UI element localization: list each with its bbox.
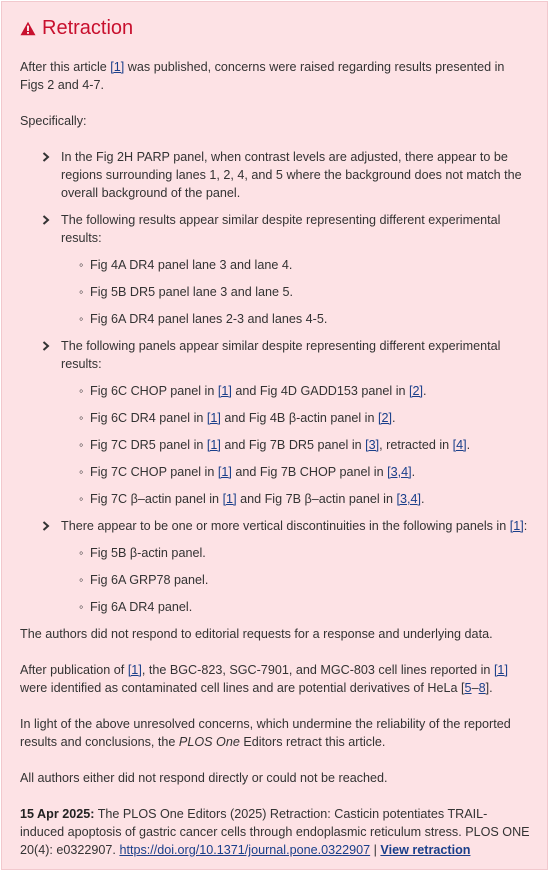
journal-name: PLOS One — [178, 735, 240, 749]
reference-link[interactable]: [2] — [377, 411, 392, 425]
reference-link[interactable]: [1] — [493, 663, 508, 677]
specifically-label: Specifically: — [20, 114, 87, 128]
paragraph-text: After publication of — [20, 663, 128, 677]
sub-item-text: and Fig 7B β–actin panel in — [236, 492, 397, 506]
sub-item-text: and Fig 4D GADD153 panel in — [231, 384, 410, 398]
sub-list — [61, 256, 530, 328]
notice-header — [20, 15, 133, 41]
reference-link[interactable]: [3,4] — [396, 492, 421, 506]
sub-list-item: ◦ Fig 6A DR4 panel. — [79, 600, 193, 614]
sub-list-item: ◦ Fig 7C β–actin panel in [1] and Fig 7B β–actin panel in [3,4]. — [79, 492, 425, 506]
paragraph-text: were identified as contaminated cell lines and are potential derivatives of HeLa [ — [20, 681, 465, 695]
concern-item — [20, 148, 530, 202]
sub-item-text: Fig 5B β-actin panel. — [90, 546, 206, 560]
sub-item-text: Fig 7C DR5 panel in — [90, 438, 207, 452]
intro-text-cont: was published, concerns were raised regarding results presented in Figs 2 and 4-7. — [20, 60, 505, 92]
sub-item-text: Fig 6A DR4 panel lanes 2-3 and lanes 4-5. — [90, 312, 328, 326]
reference-link[interactable]: [3] — [365, 438, 380, 452]
concern-text: The following panels appear similar despite representing different experimental results: — [61, 339, 501, 371]
paragraph-text: – — [471, 681, 479, 695]
reference-link[interactable]: [1] — [222, 492, 237, 506]
reference-link[interactable]: [1] — [206, 411, 221, 425]
view-retraction-link[interactable]: View retraction — [380, 843, 471, 857]
paragraph-text: In light of the above unresolved concerns, which undermine the reliability of the reported results and conclusions, the — [20, 717, 511, 749]
intro-text: After this article — [20, 60, 111, 74]
sub-item-text: . — [392, 411, 396, 425]
no-response-paragraph: The authors did not respond to editorial requests for a response and underlying data. — [20, 627, 493, 641]
concern-text: The following results appear similar despite representing different experimental results: — [61, 213, 501, 245]
reference-link[interactable]: [1] — [127, 663, 142, 677]
citation-footer — [20, 805, 530, 859]
reference-link[interactable]: [1] — [206, 438, 221, 452]
reference-link[interactable]: [1] — [509, 519, 524, 533]
sub-item-text: Fig 4A DR4 panel lane 3 and lane 4. — [90, 258, 293, 272]
sub-item-text: Fig 6C CHOP panel in — [90, 384, 218, 398]
reference-link[interactable]: [3,4] — [387, 465, 412, 479]
conclusion-paragraph — [20, 715, 530, 751]
sub-item-text: Fig 5B DR5 panel lane 3 and lane 5. — [90, 285, 294, 299]
reference-link-1[interactable]: [1] — [110, 60, 125, 74]
sub-item-text: . — [423, 384, 427, 398]
paragraph-text: ]. — [485, 681, 493, 695]
sub-list — [61, 382, 530, 508]
reference-link[interactable]: [2] — [409, 384, 424, 398]
reference-link[interactable]: 5 — [464, 681, 472, 695]
paragraph-text: Editors retract this article. — [239, 735, 386, 749]
reference-link[interactable]: [4] — [452, 438, 467, 452]
concern-item — [20, 211, 530, 328]
chevron-right-icon — [42, 521, 50, 531]
chevron-right-icon — [42, 341, 50, 351]
sub-item-text: Fig 6A GRP78 panel. — [90, 573, 209, 587]
sub-item-text: Fig 7C β–actin panel in — [90, 492, 223, 506]
retraction-notice — [1, 1, 548, 870]
sub-item-text: and Fig 7B CHOP panel in — [231, 465, 388, 479]
sub-item-text: . — [411, 465, 416, 479]
contamination-paragraph — [20, 661, 530, 697]
sub-list — [61, 544, 530, 616]
concern-item — [20, 517, 530, 616]
sub-item-text: . — [420, 492, 425, 506]
sub-list-item: ◦ Fig 6C CHOP panel in [1] and Fig 4D GADD153 panel in [2]. — [79, 384, 427, 398]
sub-item-text: and Fig 4B β-actin panel in — [220, 411, 378, 425]
sub-item-text: and Fig 7B DR5 panel in — [220, 438, 366, 452]
sub-list-item: ◦ Fig 7C CHOP panel in [1] and Fig 7B CHOP panel in [3,4]. — [79, 465, 416, 479]
chevron-right-icon — [42, 215, 50, 225]
notice-body — [20, 58, 530, 877]
sub-item-text: Fig 6A DR4 panel. — [90, 600, 193, 614]
sub-item-text: Fig 6C DR4 panel in — [90, 411, 207, 425]
sub-list-item: ◦ Fig 6A DR4 panel lanes 2-3 and lanes 4-5. — [79, 312, 328, 326]
unreached-paragraph: All authors either did not respond directly or could not be reached. — [20, 771, 388, 785]
sub-list-item: ◦ Fig 5B DR5 panel lane 3 and lane 5. — [79, 285, 294, 299]
sub-list-item: ◦ Fig 5B β-actin panel. — [79, 546, 206, 560]
concern-text: There appear to be one or more vertical discontinuities in the following panels in — [61, 519, 510, 533]
chevron-right-icon — [42, 152, 50, 162]
warning-triangle-icon — [20, 21, 36, 36]
citation-date: 15 Apr 2025: — [20, 807, 95, 821]
sub-item-text: Fig 7C CHOP panel in — [90, 465, 218, 479]
sub-list-item: ◦ Fig 6A GRP78 panel. — [79, 573, 209, 587]
paragraph-text: , the BGC-823, SGC-7901, and MGC-803 cell lines reported in — [141, 663, 494, 677]
notice-title: Retraction — [42, 17, 134, 39]
concerns-list — [20, 148, 530, 616]
sub-list-item: ◦ Fig 4A DR4 panel lane 3 and lane 4. — [79, 258, 293, 272]
separator: | — [370, 843, 381, 857]
reference-link[interactable]: [1] — [217, 465, 232, 479]
doi-link[interactable]: https://doi.org/10.1371/journal.pone.0322907 — [119, 843, 371, 857]
citation-text: The PLOS One Editors (2025) Retraction: Casticin potentiates TRAIL-induced apoptosis of gastric cancer cells through endoplasmic reticulum stress. PLOS ONE 20(4): e0322907. — [20, 807, 530, 857]
concern-text: : — [523, 519, 528, 533]
sub-item-text: . — [466, 438, 471, 452]
intro-paragraph — [20, 58, 530, 94]
sub-list-item: ◦ Fig 7C DR5 panel in [1] and Fig 7B DR5 panel in [3], retracted in [4]. — [79, 438, 471, 452]
reference-link[interactable]: 8 — [478, 681, 486, 695]
reference-link[interactable]: [1] — [217, 384, 232, 398]
sub-item-text: , retracted in — [379, 438, 453, 452]
concern-item — [20, 337, 530, 508]
concern-text: In the Fig 2H PARP panel, when contrast levels are adjusted, there appear to be regions surrounding lanes 1, 2, 4, and 5 where the background does not match the overall background of the panel. — [61, 150, 522, 200]
sub-list-item: ◦ Fig 6C DR4 panel in [1] and Fig 4B β-actin panel in [2]. — [79, 411, 396, 425]
